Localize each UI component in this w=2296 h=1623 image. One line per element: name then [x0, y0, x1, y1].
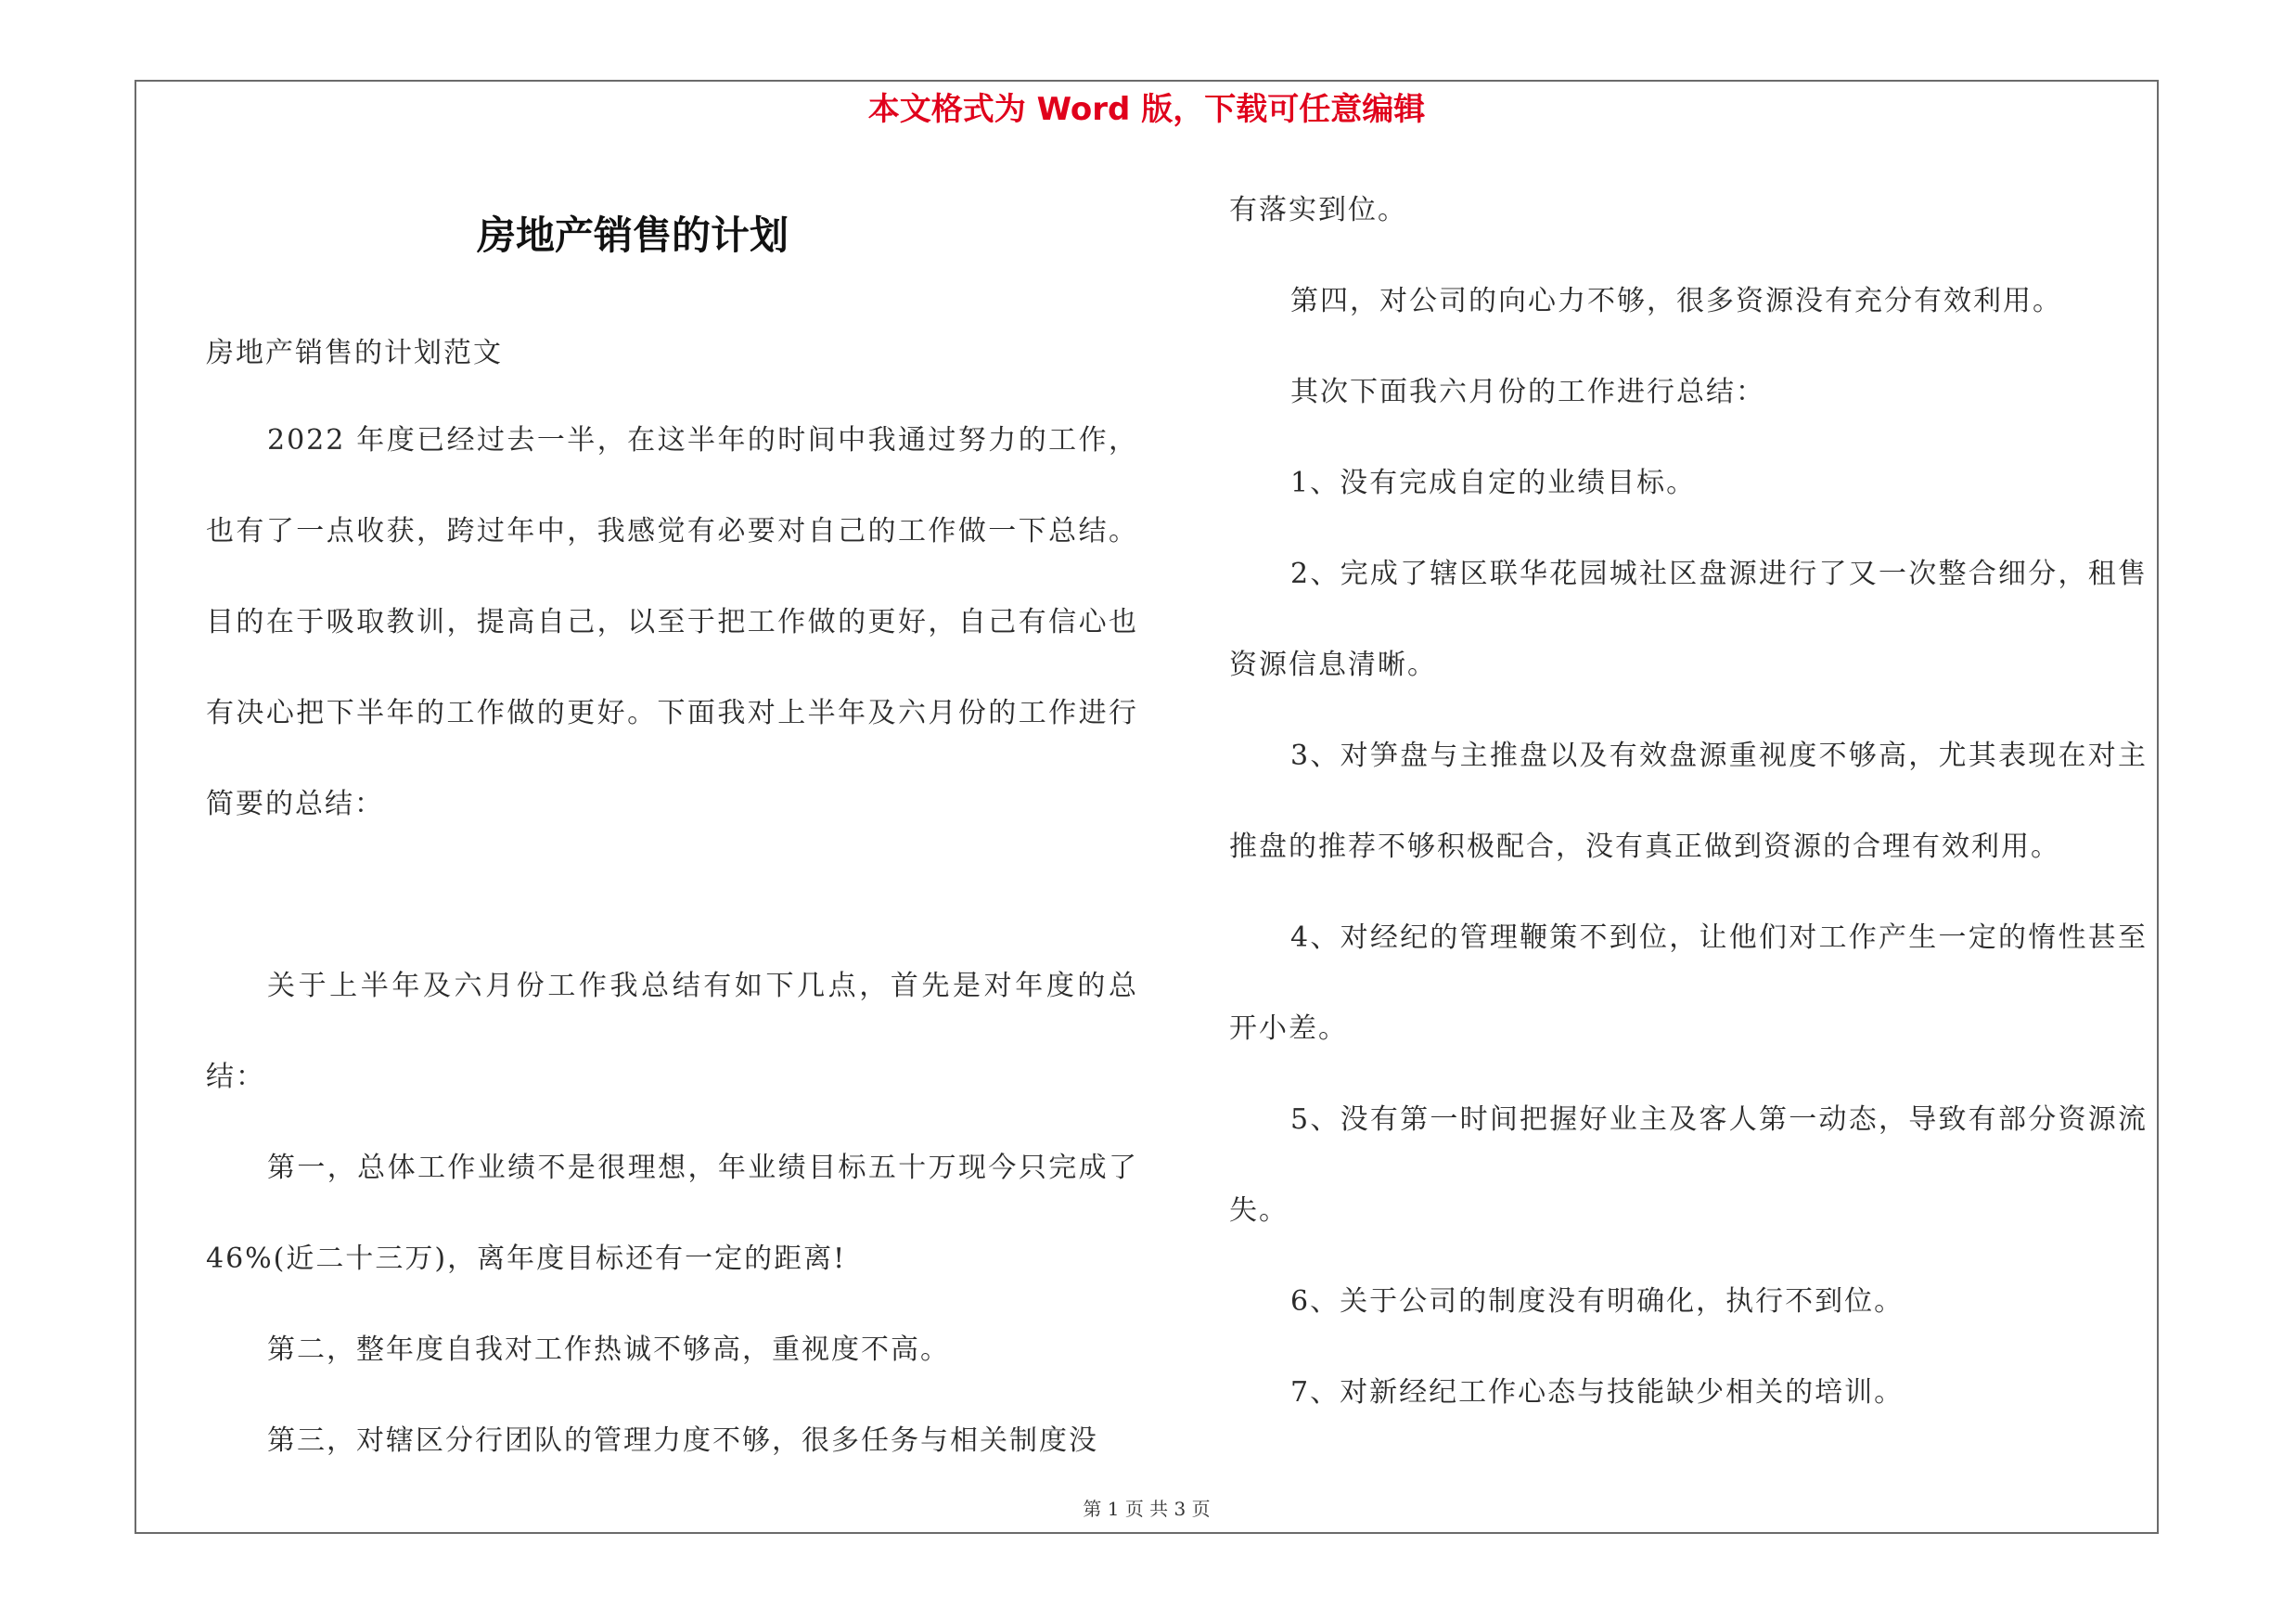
- list-item: 6、关于公司的制度没有明确化，执行不到位。: [1290, 1285, 1905, 1318]
- list-item: 5、没有第一时间把握好业主及客人第一动态，导致有部分资源流失。: [1229, 1103, 2148, 1227]
- paragraph: 关于上半年及六月份工作我总结有如下几点，首先是对年度的总结：: [206, 970, 1138, 1093]
- paragraph: 第一，总体工作业绩不是很理想，年业绩目标五十万现今只完成了 46%(近二十三万)，离年度目标还有一定的距离!: [206, 1152, 1138, 1275]
- paragraph: 2022 年度已经过去一半，在这半年的时间中我通过努力的工作，也有了一点收获，跨过年中，我感觉有必要对自己的工作做一下总结。目的在于吸取教训，提高自己，以至于把工作做的更好，自己有信心也有决心把下半年的工作做的更好。下面我对上半年及六月份的工作进行简要的总结：: [206, 424, 1138, 820]
- paragraph: 其次下面我六月份的工作进行总结：: [1290, 376, 1765, 408]
- page-number: 第 1 页 共 3 页: [1083, 1498, 1211, 1520]
- list-item: 4、对经纪的管理鞭策不到位，让他们对工作产生一定的惰性甚至开小差。: [1229, 921, 2148, 1045]
- paragraph: 第三，对辖区分行团队的管理力度不够，很多任务与相关制度没: [267, 1424, 1098, 1457]
- list-item: 7、对新经纪工作心态与技能缺少相关的培训。: [1290, 1376, 1905, 1409]
- document-title: 房地产销售的计划: [476, 213, 789, 258]
- list-item: 2、完成了辖区联华花园城社区盘源进行了又一次整合细分，租售资源信息清晰。: [1229, 558, 2148, 681]
- paragraph: 第二，整年度自我对工作热诚不够高，重视度不高。: [267, 1333, 950, 1366]
- word-format-banner: 本文格式为 Word 版，下载可任意编辑: [867, 91, 1426, 128]
- list-item: 1、没有完成自定的业绩目标。: [1290, 467, 1697, 499]
- list-item: 3、对笋盘与主推盘以及有效盘源重视度不够高，尤其表现在对主推盘的推荐不够积极配合，没有真正做到资源的合理有效利用。: [1229, 740, 2148, 863]
- subtitle: 房地产销售的计划范文: [206, 337, 503, 369]
- paragraph-continuation: 有落实到位。: [1229, 194, 1407, 226]
- paragraph: 第四，对公司的向心力不够，很多资源没有充分有效利用。: [1290, 285, 2062, 317]
